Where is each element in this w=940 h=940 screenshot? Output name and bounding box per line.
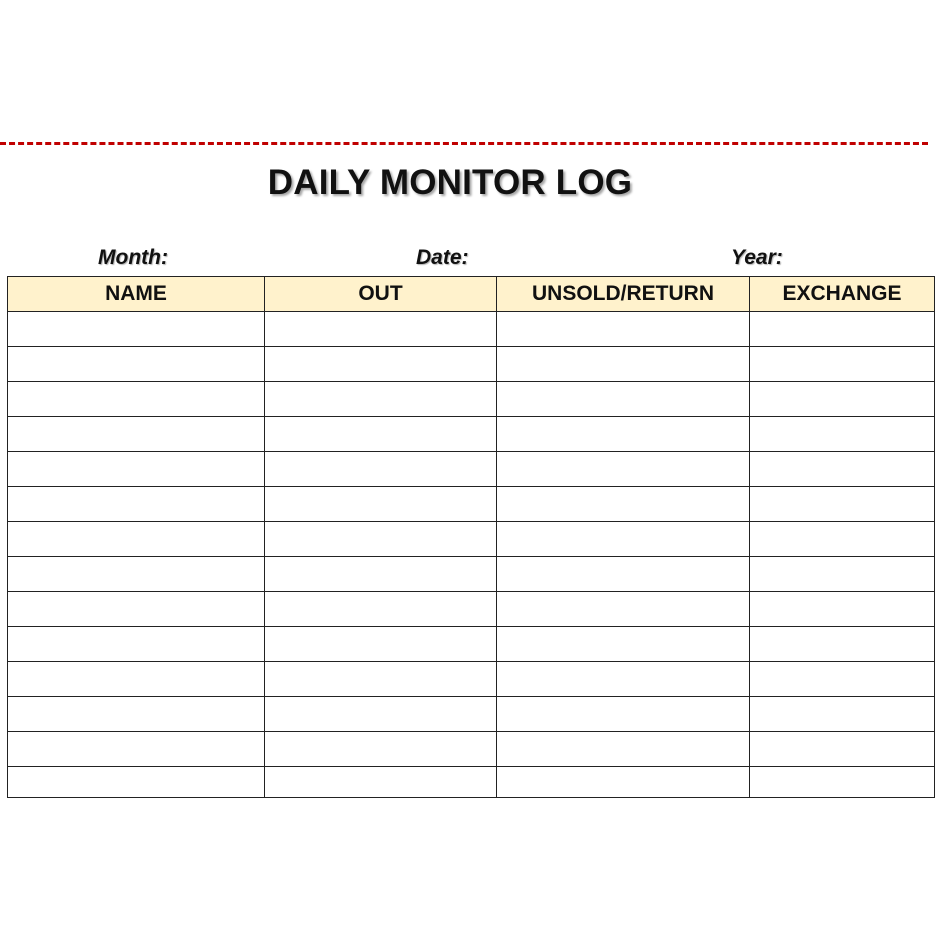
exchange-cell [750, 522, 935, 557]
name-cell [8, 452, 265, 487]
exchange-cell [750, 732, 935, 767]
log-table-body [8, 312, 935, 798]
out-cell [265, 627, 497, 662]
exchange-cell [750, 697, 935, 732]
out-cell [265, 312, 497, 347]
table-row [8, 697, 935, 732]
name-cell [8, 732, 265, 767]
out-cell [265, 662, 497, 697]
unsold-return-cell [497, 417, 750, 452]
page-title: DAILY MONITOR LOG [267, 163, 633, 202]
unsold-return-cell [497, 312, 750, 347]
unsold-return-cell [497, 557, 750, 592]
month-label: Month: [98, 246, 168, 269]
out-cell [265, 522, 497, 557]
unsold-return-cell [497, 452, 750, 487]
name-cell [8, 592, 265, 627]
name-cell [8, 382, 265, 417]
exchange-cell [750, 452, 935, 487]
name-cell [8, 347, 265, 382]
year-label: Year: [731, 246, 783, 269]
out-cell [265, 452, 497, 487]
unsold-return-cell [497, 382, 750, 417]
table-row [8, 382, 935, 417]
table-row [8, 452, 935, 487]
date-label: Date: [416, 246, 469, 269]
exchange-cell [750, 767, 935, 798]
unsold-return-cell [497, 627, 750, 662]
unsold-return-cell [497, 487, 750, 522]
out-cell [265, 417, 497, 452]
out-cell [265, 382, 497, 417]
table-row [8, 347, 935, 382]
exchange-cell [750, 557, 935, 592]
exchange-cell [750, 487, 935, 522]
name-cell [8, 312, 265, 347]
unsold-return-cell [497, 697, 750, 732]
name-cell [8, 487, 265, 522]
table-row [8, 732, 935, 767]
out-cell [265, 347, 497, 382]
exchange-cell [750, 662, 935, 697]
name-cell [8, 522, 265, 557]
table-row [8, 557, 935, 592]
exchange-cell [750, 312, 935, 347]
exchange-cell [750, 627, 935, 662]
table-row [8, 627, 935, 662]
name-cell [8, 662, 265, 697]
name-cell [8, 627, 265, 662]
name-cell [8, 767, 265, 798]
exchange-cell [750, 592, 935, 627]
unsold-return-cell [497, 347, 750, 382]
out-cell [265, 732, 497, 767]
table-row [8, 662, 935, 697]
out-cell [265, 592, 497, 627]
dashed-cut-line [0, 142, 928, 145]
table-row [8, 417, 935, 452]
out-cell [265, 487, 497, 522]
out-cell [265, 697, 497, 732]
column-header-out: OUT [265, 277, 497, 312]
unsold-return-cell [497, 522, 750, 557]
date-fields-row [0, 246, 940, 274]
unsold-return-cell [497, 732, 750, 767]
column-header-exchange: EXCHANGE [750, 277, 935, 312]
header-row [8, 277, 935, 312]
name-cell [8, 697, 265, 732]
table-row [8, 592, 935, 627]
table-row [8, 767, 935, 798]
table-row [8, 487, 935, 522]
exchange-cell [750, 382, 935, 417]
name-cell [8, 557, 265, 592]
unsold-return-cell [497, 592, 750, 627]
column-header-name: NAME [8, 277, 265, 312]
table-row [8, 522, 935, 557]
column-header-unsold-return: UNSOLD/RETURN [497, 277, 750, 312]
name-cell [8, 417, 265, 452]
log-table [7, 276, 935, 798]
exchange-cell [750, 347, 935, 382]
unsold-return-cell [497, 662, 750, 697]
out-cell [265, 767, 497, 798]
out-cell [265, 557, 497, 592]
unsold-return-cell [497, 767, 750, 798]
table-row [8, 312, 935, 347]
exchange-cell [750, 417, 935, 452]
